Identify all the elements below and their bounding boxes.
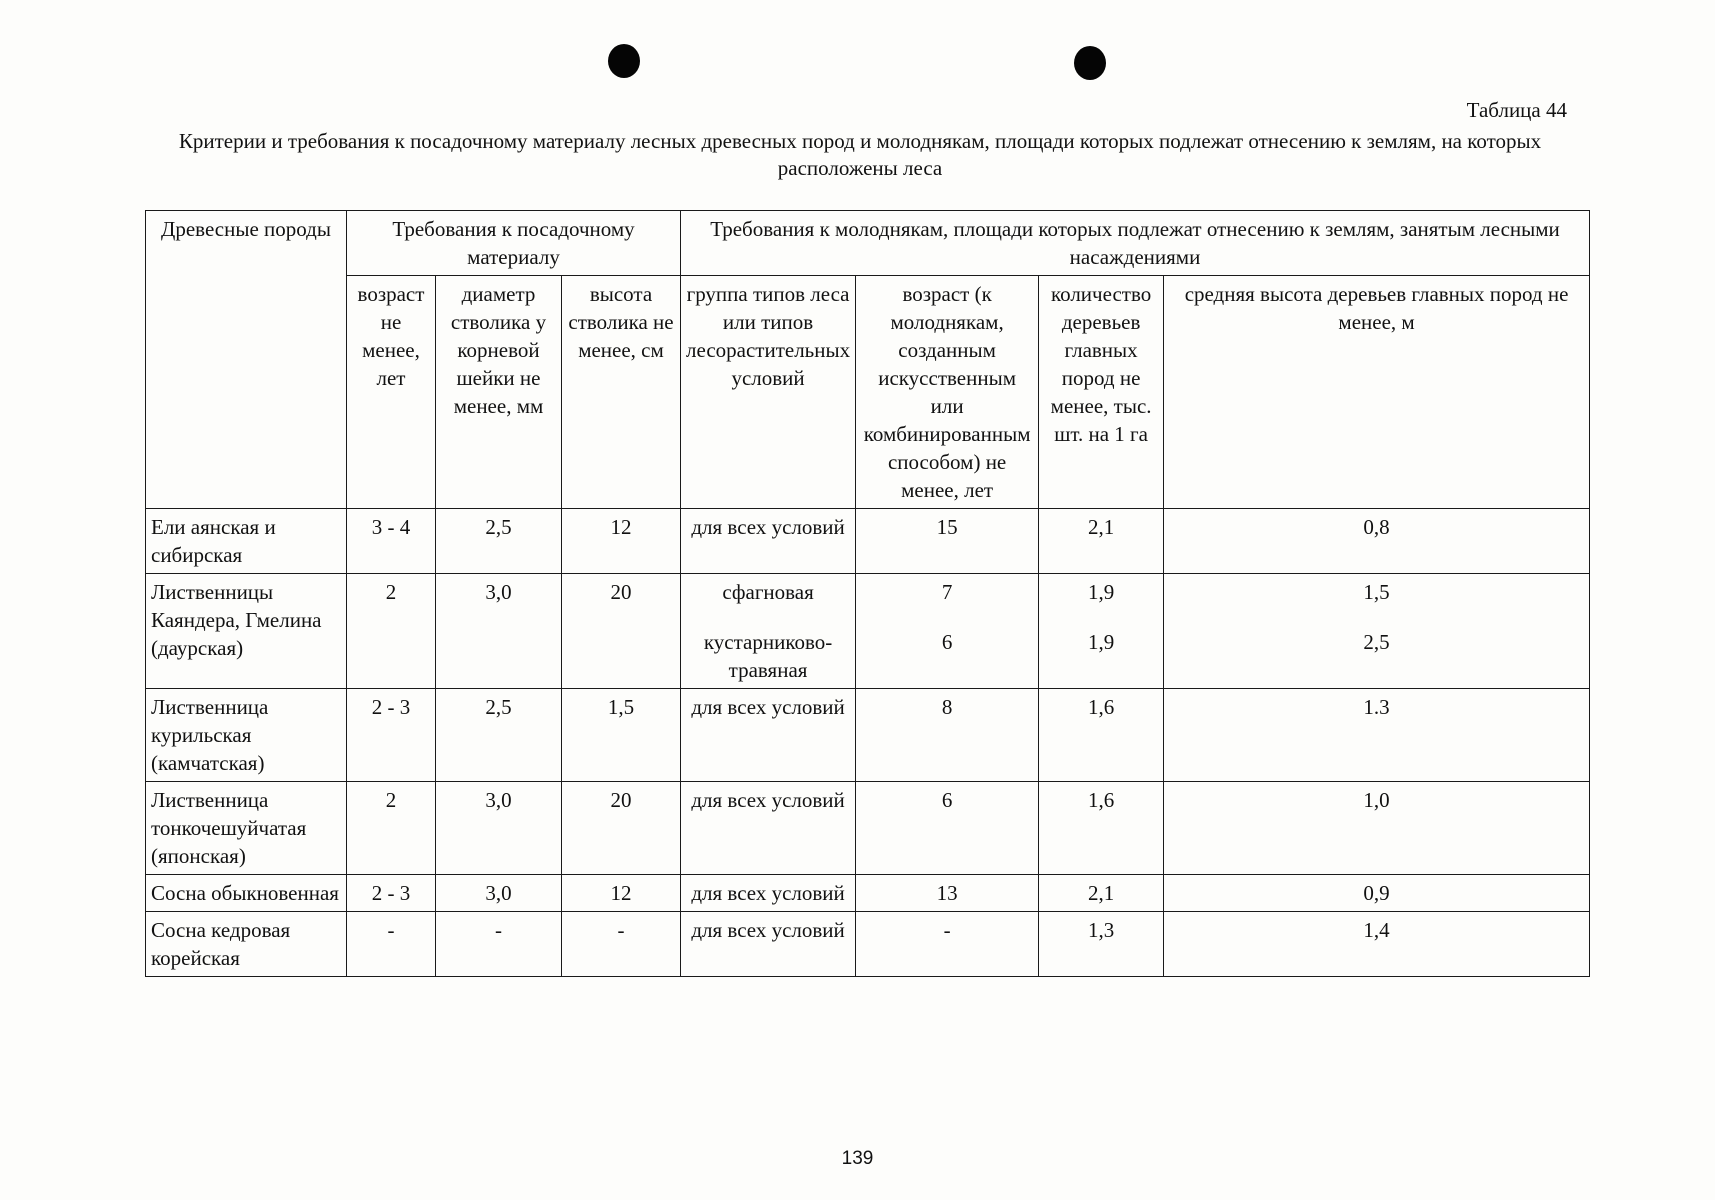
cell-height: 1,5: [562, 689, 681, 782]
cell-avg-height: 1,0: [1164, 782, 1590, 875]
cell-tree-count-1: 1,9: [1087, 580, 1115, 604]
cell-avg-height-2: 2,5: [1363, 630, 1390, 654]
cell-forest-group: для всех условий: [681, 875, 856, 912]
cell-age: 2 - 3: [347, 689, 436, 782]
cell-young-age-2: 6: [941, 630, 953, 654]
cell-young-age: 15: [856, 509, 1039, 574]
cell-forest-group-sphagnum: сфагновая: [722, 580, 814, 604]
header-planting-material: Требования к посадочному материалу: [347, 211, 681, 276]
cell-young-age: 13: [856, 875, 1039, 912]
cell-diameter: 3,0: [436, 782, 562, 875]
cell-species: Лиственница тонкочешуйчатая (японская): [146, 782, 347, 875]
cell-age: 2 - 3: [347, 875, 436, 912]
header-tree-count: количество деревьев главных пород не менее, тыс. шт. на 1 га: [1039, 276, 1164, 509]
cell-avg-height: 1.3: [1164, 689, 1590, 782]
cell-tree-count: 1,6: [1039, 782, 1164, 875]
punch-hole-left: [608, 44, 640, 78]
cell-height: 12: [562, 509, 681, 574]
cell-young-age: [856, 574, 1039, 689]
cell-young-age-1: 7: [941, 580, 953, 604]
cell-forest-group: для всех условий: [681, 782, 856, 875]
header-forest-group: группа типов леса или типов лесорастительных условий: [681, 276, 856, 509]
cell-tree-count: 2,1: [1039, 875, 1164, 912]
cell-forest-group: [681, 574, 856, 689]
cell-species: Сосна кедровая корейская: [146, 912, 347, 977]
cell-forest-group-shrub: кустарниково-травяная: [703, 630, 833, 682]
table-row: [146, 875, 1590, 912]
table-number: Таблица 44: [1466, 98, 1567, 122]
cell-avg-height-1: 1,5: [1363, 580, 1390, 604]
cell-tree-count: 2,1: [1039, 509, 1164, 574]
cell-age: 2: [347, 574, 436, 689]
cell-species: Ели аянская и сибирская: [146, 509, 347, 574]
punch-hole-right: [1074, 46, 1106, 80]
table-row: [146, 912, 1590, 977]
cell-diameter: 2,5: [436, 509, 562, 574]
cell-species: Лиственницы Каяндера, Гмелина (даурская): [146, 574, 347, 689]
cell-species: Лиственница курильская (камчатская): [146, 689, 347, 782]
cell-forest-group: для всех условий: [681, 689, 856, 782]
cell-forest-group: для всех условий: [681, 912, 856, 977]
cell-age: 3 - 4: [347, 509, 436, 574]
header-height: высота стволика не менее, см: [562, 276, 681, 509]
cell-forest-group: для всех условий: [681, 509, 856, 574]
header-avg-height: средняя высота деревьев главных пород не менее, м: [1164, 276, 1590, 509]
table-row: [146, 574, 1590, 689]
cell-tree-count: 1,3: [1039, 912, 1164, 977]
cell-young-age: 6: [856, 782, 1039, 875]
header-species: Древесные породы: [146, 211, 347, 509]
cell-diameter: 3,0: [436, 574, 562, 689]
cell-diameter: -: [436, 912, 562, 977]
cell-height: -: [562, 912, 681, 977]
table-row: [146, 689, 1590, 782]
header-young-stands: Требования к молоднякам, площади которых подлежат отнесению к землям, занятым лесными насаждениями: [681, 211, 1590, 276]
cell-species: Сосна обыкновенная: [146, 875, 347, 912]
header-age: возраст не менее, лет: [347, 276, 436, 509]
cell-avg-height: [1164, 574, 1590, 689]
cell-tree-count: 1,6: [1039, 689, 1164, 782]
header-row-sub: [146, 276, 1590, 509]
table-row: [146, 782, 1590, 875]
cell-age: -: [347, 912, 436, 977]
header-row-top: [146, 211, 1590, 276]
table-row: [146, 509, 1590, 574]
cell-avg-height: 0,9: [1164, 875, 1590, 912]
cell-tree-count-2: 1,9: [1087, 630, 1115, 654]
table-caption: Критерии и требования к посадочному материалу лесных древесных пород и молоднякам, площади которых подлежат отнесению к землям, на которых расположены леса: [178, 129, 1542, 180]
cell-height: 20: [562, 574, 681, 689]
cell-avg-height: 1,4: [1164, 912, 1590, 977]
requirements-table: [145, 210, 1590, 977]
cell-avg-height: 0,8: [1164, 509, 1590, 574]
page-number: 139: [841, 1148, 874, 1169]
cell-young-age: -: [856, 912, 1039, 977]
header-diameter: диаметр стволика у корневой шейки не менее, мм: [436, 276, 562, 509]
cell-height: 20: [562, 782, 681, 875]
cell-young-age: 8: [856, 689, 1039, 782]
cell-tree-count: [1039, 574, 1164, 689]
cell-height: 12: [562, 875, 681, 912]
cell-diameter: 2,5: [436, 689, 562, 782]
cell-age: 2: [347, 782, 436, 875]
header-young-age: возраст (к молоднякам, созданным искусственным или комбинированным способом) не менее, лет: [856, 276, 1039, 509]
cell-diameter: 3,0: [436, 875, 562, 912]
